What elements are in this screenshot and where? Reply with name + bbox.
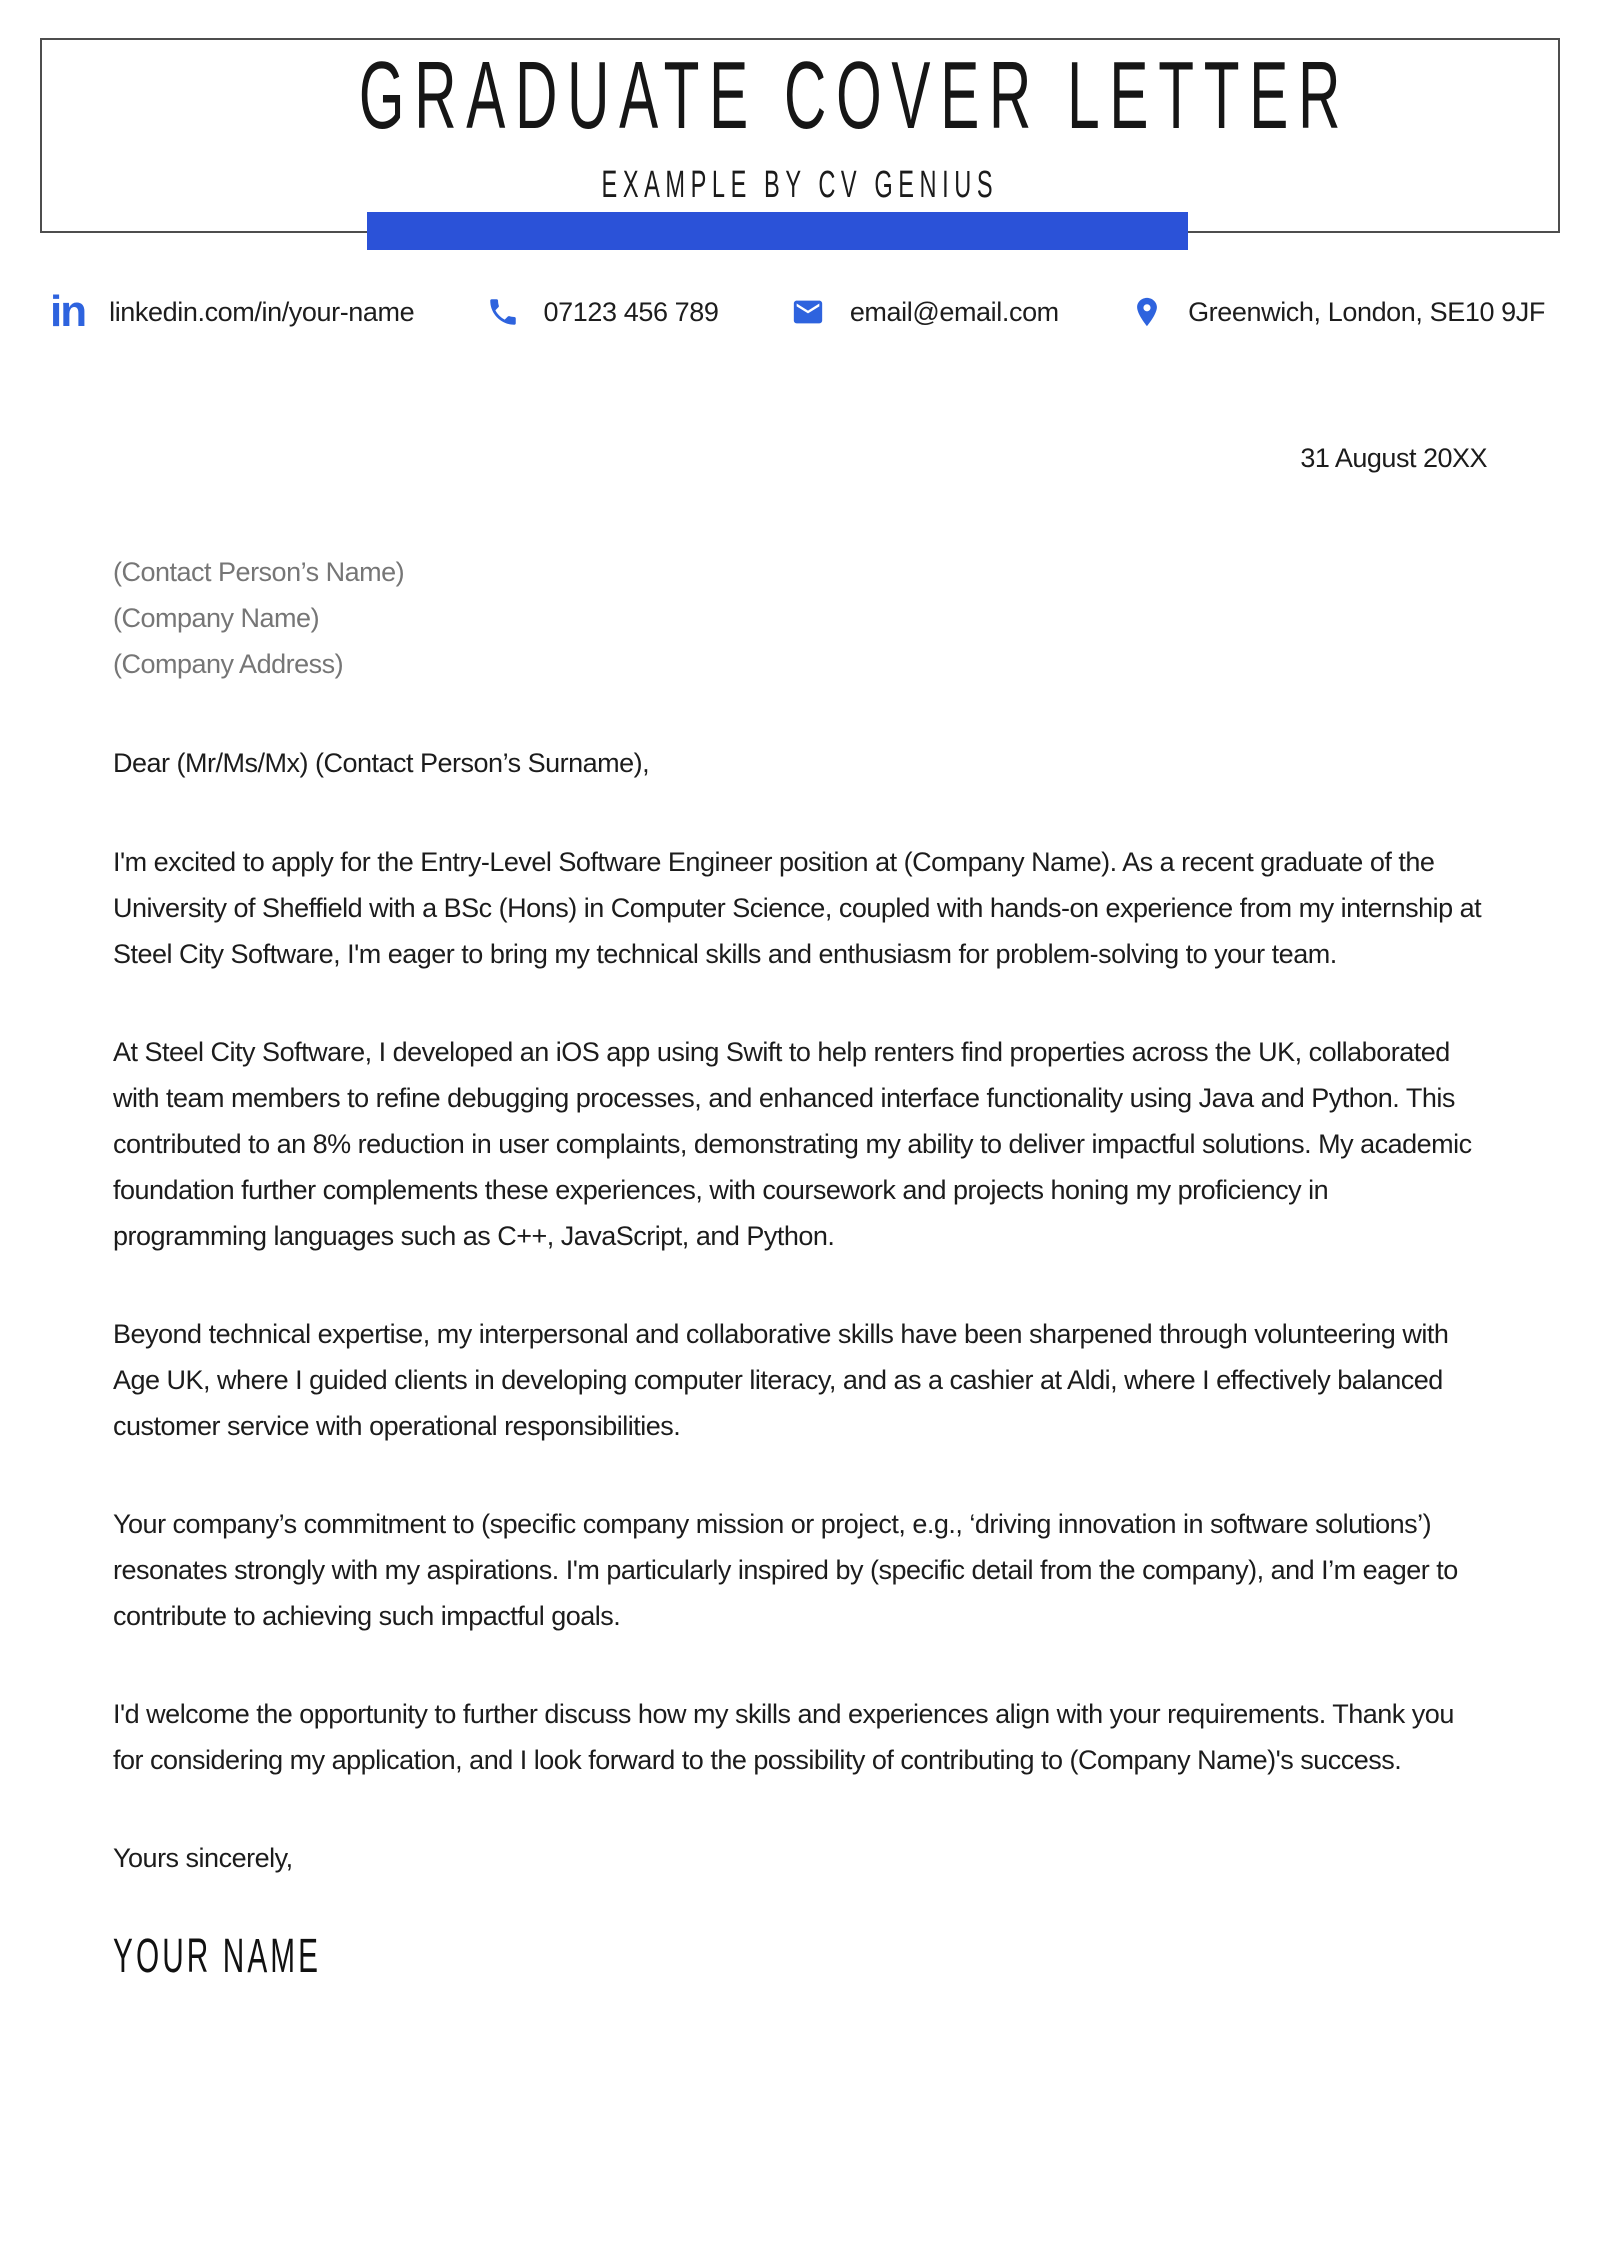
page-title: [42, 40, 1558, 149]
contact-item-location: [1130, 295, 1545, 329]
paragraph-company-fit: Your company’s commitment to (specific company mission or project, e.g., ‘driving innovation in software solutions’) resonates strongly with my aspirations. I'm particularly inspired by (specific detail from the company), and I’m eager to contribute to achieving such impactful goals.: [113, 1509, 1458, 1631]
closing: Yours sincerely,: [113, 1843, 293, 1873]
recipient-block: [113, 549, 1487, 687]
page-title-text: GRADUATE COVER LETTER: [358, 42, 1351, 149]
location-text: Greenwich, London, SE10 9JF: [1188, 296, 1545, 327]
linkedin-url-text: linkedin.com/in/your-name: [109, 296, 415, 327]
page-subtitle-text: EXAMPLE BY CV GENIUS: [601, 164, 999, 206]
page-subtitle: [42, 166, 1558, 204]
recipient-company-name: (Company Name): [113, 603, 320, 633]
contact-item-email: [790, 295, 1059, 329]
envelope-icon: [790, 295, 826, 329]
signature-name: [113, 1928, 1487, 1986]
contact-bar: [50, 287, 1545, 336]
paragraph-call-to-action: I'd welcome the opportunity to further discuss how my skills and experiences align with your requirements. Thank you for considering my application, and I look forward to the possibility of contributing to (Company Name)'s success.: [113, 1699, 1454, 1775]
paragraph-soft-skills: Beyond technical expertise, my interpersonal and collaborative skills have been sharpened through volunteering with Age UK, where I guided clients in developing computer literacy, and as a cashier at Aldi, where I effectively balanced customer service with operational responsibilities.: [113, 1319, 1449, 1441]
contact-item-linkedin: [50, 287, 415, 336]
paragraph-experience: At Steel City Software, I developed an iOS app using Swift to help renters find properties across the UK, collaborated with team members to refine debugging processes, and enhanced interface functionality using Java and Python. This contributed to an 8% reduction in user complaints, demonstrating my ability to deliver impactful solutions. My academic foundation further complements these experiences, with coursework and projects honing my proficiency in programming languages such as C++, JavaScript, and Python.: [113, 1037, 1472, 1251]
location-pin-icon: [1130, 295, 1164, 329]
phone-icon: [486, 295, 520, 329]
linkedin-icon: in: [50, 287, 86, 336]
header-box: [40, 38, 1560, 233]
recipient-company-address: (Company Address): [113, 649, 344, 679]
header-accent-bar: [367, 212, 1188, 250]
phone-number-text: 07123 456 789: [543, 296, 719, 327]
contact-item-phone: [486, 295, 719, 329]
letter-body: [113, 435, 1487, 1986]
salutation: Dear (Mr/Ms/Mx) (Contact Person’s Surname),: [113, 748, 650, 778]
paragraph-intro: I'm excited to apply for the Entry-Level Software Engineer position at (Company Name). As a recent graduate of the University of Sheffield with a BSc (Hons) in Computer Science, coupled with hands-on experience from my internship at Steel City Software, I'm eager to bring my technical skills and enthusiasm for problem-solving to your team.: [113, 847, 1482, 969]
letter-date: 31 August 20XX: [1300, 443, 1487, 473]
signature-name-text: YOUR NAME: [113, 1930, 322, 1983]
email-text: email@email.com: [849, 296, 1059, 327]
recipient-contact-name: (Contact Person’s Name): [113, 557, 405, 587]
